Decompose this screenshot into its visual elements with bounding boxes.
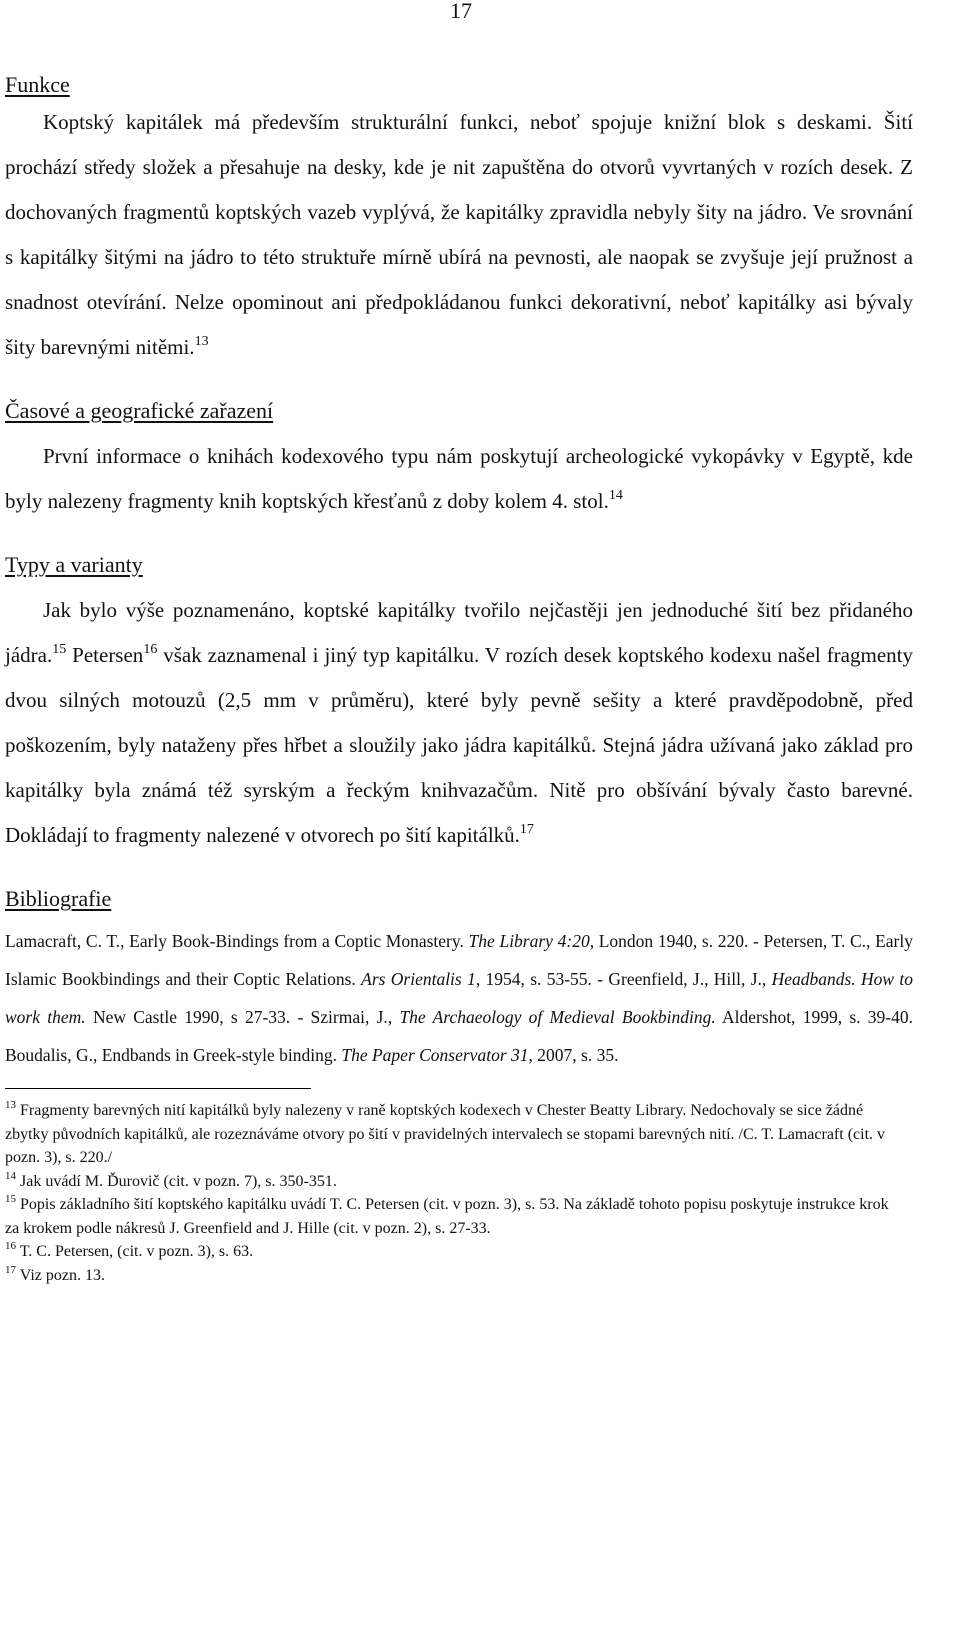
bib-title: The Library 4:20 <box>468 931 590 951</box>
footnote-text: Jak uvádí M. Ďurovič (cit. v pozn. 7), s. 350-351. <box>20 1172 337 1190</box>
document-body <box>5 70 913 1287</box>
footnote-number: 13 <box>5 1099 16 1111</box>
footnote-17 <box>5 1264 895 1288</box>
footnote-number: 14 <box>5 1169 16 1182</box>
paragraph-typy <box>5 588 913 858</box>
footnote-number: 17 <box>5 1263 16 1276</box>
bib-text: New Castle 1990, s 27-33. - Szirmai, J., <box>85 1007 400 1027</box>
footnote-14 <box>5 1170 895 1194</box>
bibliography-text <box>5 922 913 1074</box>
paragraph-funkce <box>5 100 913 370</box>
paragraph-text: Koptský kapitálek má především strukturální funkci, neboť spojuje knižní blok s deskami. Šití prochází středy složek a přesahuje na desky, kde je nit zapuštěna do otvorů vyvrtaných v rozích desek. Z dochovaných fragmentů koptských vazeb vyplývá, že kapitálky zpravidla nebyly šity na jádro. Ve srovnání s kapitálky šitými na jádro to této struktuře mírně ubírá na pevnosti, ale naopak se zvyšuje její pružnost a snadnost otevírání. Nelze opominout ani předpokládanou funkci dekorativní, neboť kapitálky asi bývaly šity barevnými nitěmi. <box>5 110 913 359</box>
footnote-text: Fragmenty barevných nití kapitálků byly nalezeny v raně koptských kodexech v Chester Beatty Library. Nedochovaly se sice žádné zbytky původních kapitálků, ale rozeznáváme otvory po šití v pravidelných intervalech se stopami barevných nití. /C. T. Lamacraft (cit. v pozn. 3), s. 220./ <box>5 1102 886 1166</box>
bib-title: Headbands. How to work them. <box>5 969 913 1027</box>
section-heading-casove: Časové a geografické zařazení <box>5 398 274 423</box>
footnote-ref: 16 <box>143 642 158 657</box>
footnote-text: Viz pozn. 13. <box>19 1266 105 1284</box>
bib-title: The Archaeology of Medieval Bookbinding. <box>399 1007 716 1027</box>
footnote-ref: 17 <box>519 822 534 837</box>
paragraph-text: však zaznamenal i jiný typ kapitálku. V rozích desek koptského kodexu našel fragmenty dvou silných motouzů (2,5 mm v průměru), které byly pevně sešity a které pravděpodobně, před poškozením, byly nataženy přes hřbet a sloužily jako jádra kapitálků. Stejná jádra užívaná jako základ pro kapitálky byla známá též syrským a řeckým knihvazačům. Nitě pro obšívání bývaly často barevné. Dokládají to fragmenty nalezené v otvorech po šití kapitálků. <box>5 643 913 847</box>
section-heading-bibliografie: Bibliografie <box>5 886 112 911</box>
footnote-number: 15 <box>5 1193 16 1205</box>
section-heading-typy: Typy a varianty <box>5 552 143 577</box>
footnote-16 <box>5 1240 895 1264</box>
footnote-ref: 14 <box>608 488 623 503</box>
bib-title: The Paper Conservator 31 <box>341 1045 529 1065</box>
paragraph-text: První informace o knihách kodexového typu nám poskytují archeologické vykopávky v Egyptě, kde byly nalezeny fragmenty knih koptských křesťanů z doby kolem 4. stol. <box>5 444 913 513</box>
bib-title: Ars Orientalis 1 <box>361 969 476 989</box>
bib-text: , 2007, s. 35. <box>528 1045 619 1065</box>
paragraph-text: Jak bylo výše poznamenáno, koptské kapitálky tvořilo nejčastěji jen jednoduché šití bez přidaného jádra. <box>5 598 913 667</box>
bib-text: , London 1940, s. 220. - Petersen, T. C., Early Islamic Bookbindings and their Coptic Relations. <box>5 931 913 989</box>
bib-text: , 1954, s. 53-55. - Greenfield, J., Hill, J., <box>475 969 772 989</box>
footnote-number: 16 <box>5 1240 16 1252</box>
page-number: 17 <box>450 0 472 23</box>
footnote-separator <box>5 1088 311 1089</box>
footnote-15 <box>5 1193 895 1240</box>
footnote-13 <box>5 1099 895 1170</box>
bib-text: Lamacraft, C. T., Early Book-Bindings from a Coptic Monastery. <box>5 931 469 951</box>
footnote-text: T. C. Petersen, (cit. v pozn. 3), s. 63. <box>19 1243 254 1260</box>
bib-text: Aldershot, 1999, s. 39-40. Boudalis, G., Endbands in Greek-style binding. <box>5 1007 913 1065</box>
paragraph-text: Petersen <box>66 643 144 667</box>
footnote-text: Popis základního šití koptského kapitálku uvádí T. C. Petersen (cit. v pozn. 3), s. 53. Na základě tohoto popisu poskytuje instrukce krok za krokem podle nákresů J. Greenfield and J. Hille (cit. v pozn. 2), s. 27-33. <box>5 1196 889 1237</box>
paragraph-casove <box>5 434 913 524</box>
footnote-ref: 15 <box>52 642 67 657</box>
section-heading-funkce: Funkce <box>5 72 70 97</box>
footnote-ref: 13 <box>194 334 209 349</box>
